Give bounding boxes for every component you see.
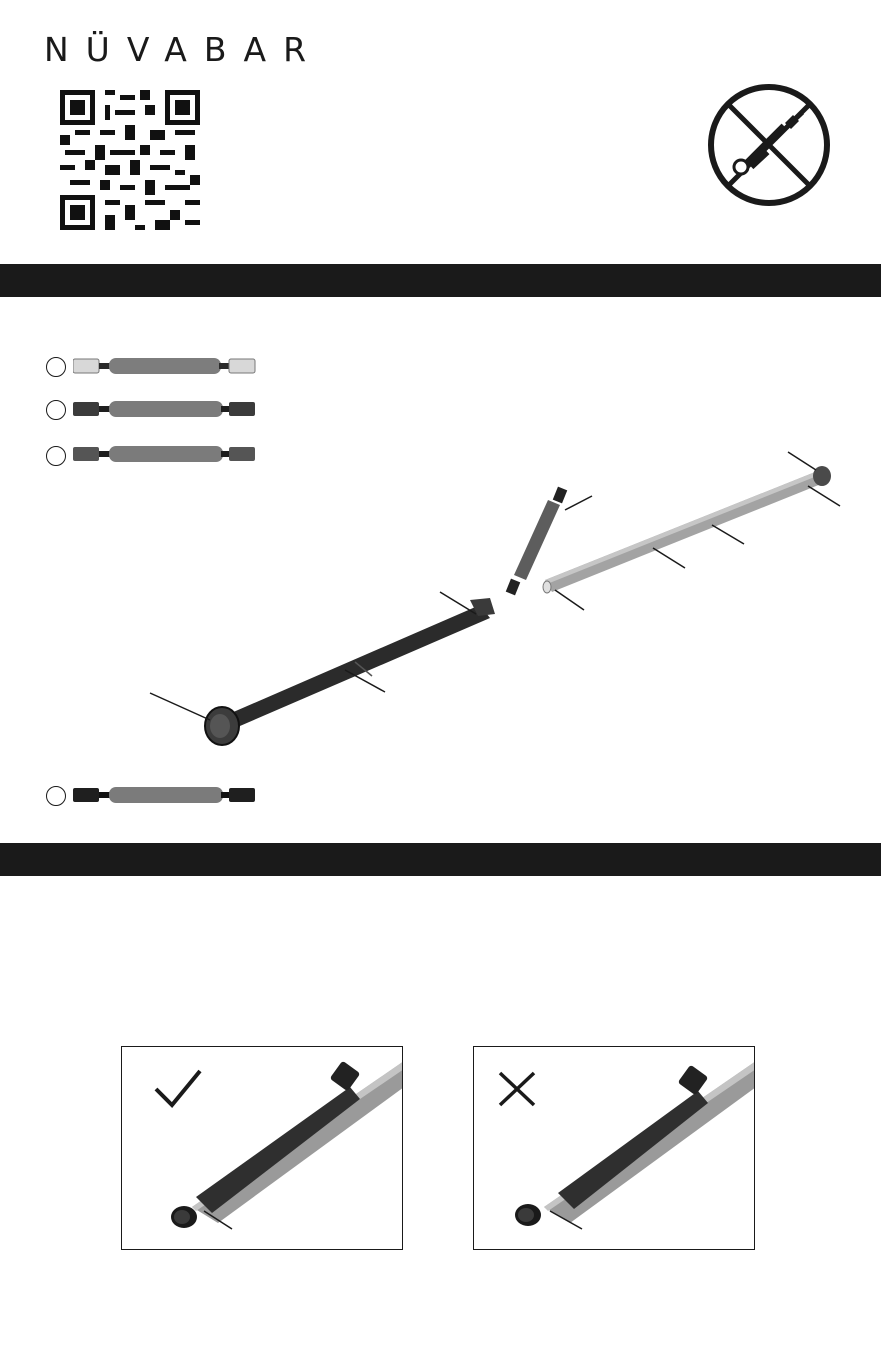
correct-insertion-illustration [122,1047,403,1250]
inner-tube-support [543,466,831,593]
part-number-circle [46,400,66,420]
qr-code-icon [60,90,200,230]
instruction-item [60,961,840,1007]
no-tools-required-icon [707,83,831,207]
assembly-instructions [60,911,840,1011]
part-number-circle [46,446,66,466]
incorrect-insertion-illustration [474,1047,755,1250]
resistance-band-light [73,355,285,377]
brand-logo: NÜVABAR [44,30,324,69]
instruction-text: Make sure RESISTANCE BAND with COLOR END CAP is fully inserted into the INNER TUBE SUPPORT without any gap. [76,963,795,1004]
assembly-section-header [0,843,881,876]
part-number-circle [46,357,66,377]
resistance-band-medium [73,398,285,420]
nuvabar-exploded-view [140,440,860,750]
bullet: • [60,963,66,981]
correct-insertion-panel [121,1046,403,1250]
part-number-circle [46,786,66,806]
instruction-item [60,911,840,957]
outer-tube-bar [205,598,495,745]
parts-section-header [0,264,881,297]
bullet: • [60,913,66,931]
check-mark-icon [156,1071,200,1105]
resistance-band-extra-heavy [73,784,285,806]
cross-mark-icon [500,1073,534,1105]
instruction-text: Select desired level of resistance and insert the RESISTANCE BAND with COLOR END CAP into INNER TUBE SUPPORT. [76,913,826,954]
incorrect-insertion-panel [473,1046,755,1250]
